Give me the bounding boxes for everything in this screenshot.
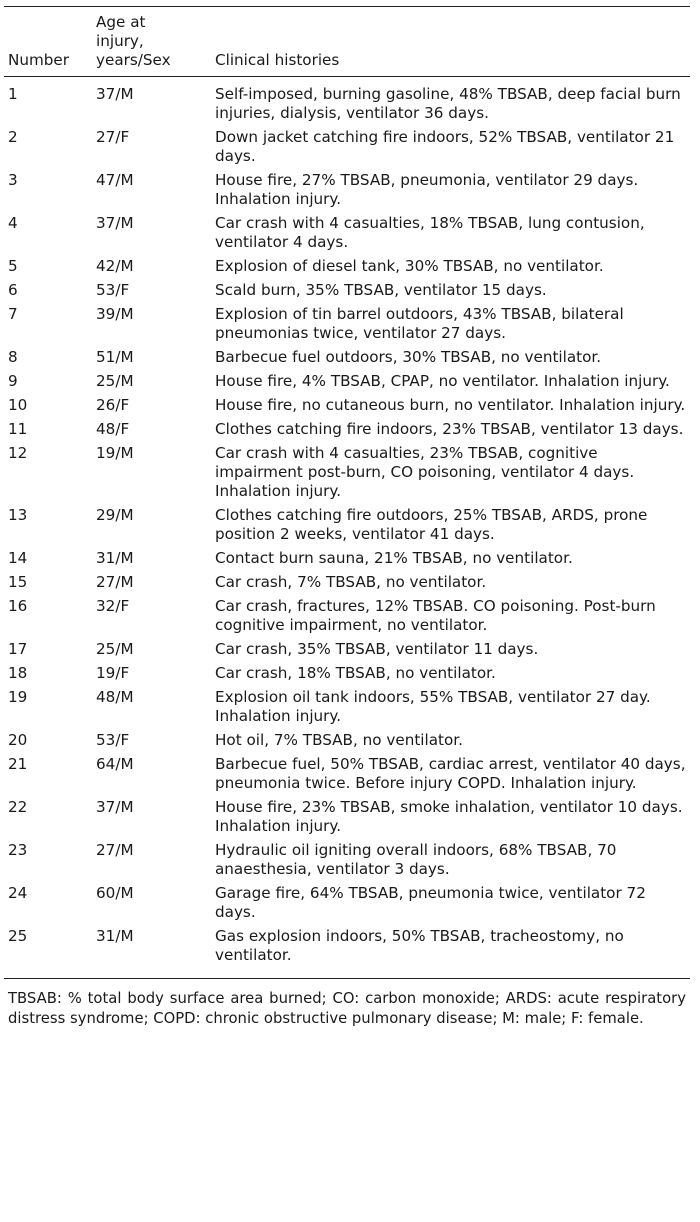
table-row — [4, 506, 690, 544]
cell-number: 23 — [8, 841, 28, 859]
cell-number: 3 — [8, 171, 18, 189]
cell-age-sex: 25/M — [96, 372, 134, 390]
cell-age-sex: 37/M — [96, 85, 134, 103]
table-row — [4, 688, 690, 726]
cell-clinical-history: Car crash, fractures, 12% TBSAB. CO poisoning. Post-burn cognitive impairment, no ventilator. — [215, 597, 656, 634]
table-row — [4, 372, 690, 391]
cell-clinical-history: House fire, no cutaneous burn, no ventilator. Inhalation injury. — [215, 396, 686, 414]
table-header-row — [4, 7, 690, 77]
cell-number: 19 — [8, 688, 28, 706]
table-row — [4, 348, 690, 367]
cell-age-sex: 25/M — [96, 640, 134, 658]
cell-number: 4 — [8, 214, 18, 232]
clinical-histories-table — [4, 0, 690, 1029]
cell-clinical-history: Clothes catching fire indoors, 23% TBSAB, ventilator 13 days. — [215, 420, 684, 438]
header-number: Number — [8, 51, 70, 69]
cell-clinical-history: Barbecue fuel outdoors, 30% TBSAB, no ventilator. — [215, 348, 602, 366]
table-row — [4, 305, 690, 343]
cell-number: 24 — [8, 884, 28, 902]
table-row — [4, 85, 690, 123]
cell-number: 25 — [8, 927, 28, 945]
cell-number: 2 — [8, 128, 18, 146]
cell-clinical-history: Barbecue fuel, 50% TBSAB, cardiac arrest, ventilator 40 days, pneumonia twice. Before injury COPD. Inhalation injury. — [215, 755, 686, 792]
table-row — [4, 128, 690, 166]
cell-clinical-history: Scald burn, 35% TBSAB, ventilator 15 days. — [215, 281, 547, 299]
cell-number: 18 — [8, 664, 28, 682]
cell-number: 21 — [8, 755, 28, 773]
cell-clinical-history: Car crash, 35% TBSAB, ventilator 11 days. — [215, 640, 539, 658]
cell-clinical-history: Car crash, 7% TBSAB, no ventilator. — [215, 573, 487, 591]
cell-clinical-history: Gas explosion indoors, 50% TBSAB, tracheostomy, no ventilator. — [215, 927, 624, 964]
cell-number: 5 — [8, 257, 18, 275]
cell-number: 9 — [8, 372, 18, 390]
cell-age-sex: 19/F — [96, 664, 130, 682]
cell-age-sex: 39/M — [96, 305, 134, 323]
cell-number: 14 — [8, 549, 28, 567]
table-row — [4, 214, 690, 252]
table-row — [4, 798, 690, 836]
cell-age-sex: 29/M — [96, 506, 134, 524]
table-row — [4, 171, 690, 209]
cell-age-sex: 53/F — [96, 281, 130, 299]
cell-clinical-history: Hot oil, 7% TBSAB, no ventilator. — [215, 731, 463, 749]
cell-clinical-history: Explosion of tin barrel outdoors, 43% TBSAB, bilateral pneumonias twice, ventilator 27 days. — [215, 305, 624, 342]
table-row — [4, 444, 690, 501]
cell-age-sex: 60/M — [96, 884, 134, 902]
cell-age-sex: 48/F — [96, 420, 130, 438]
cell-number: 1 — [8, 85, 18, 103]
table-footnote: TBSAB: % total body surface area burned; CO: carbon monoxide; ARDS: acute respiratory distress syndrome; COPD: chronic obstructive pulmonary disease; M: male; F: female. — [8, 990, 686, 1027]
cell-number: 20 — [8, 731, 28, 749]
cell-clinical-history: Garage fire, 64% TBSAB, pneumonia twice, ventilator 72 days. — [215, 884, 646, 921]
table-row — [4, 841, 690, 879]
table-row — [4, 597, 690, 635]
cell-age-sex: 27/F — [96, 128, 130, 146]
table-row — [4, 755, 690, 793]
cell-age-sex: 19/M — [96, 444, 134, 462]
cell-clinical-history: Car crash, 18% TBSAB, no ventilator. — [215, 664, 496, 682]
cell-number: 11 — [8, 420, 28, 438]
cell-age-sex: 32/F — [96, 597, 130, 615]
cell-clinical-history: Hydraulic oil igniting overall indoors, 68% TBSAB, 70 anaesthesia, ventilator 3 days. — [215, 841, 617, 878]
cell-clinical-history: House fire, 4% TBSAB, CPAP, no ventilator. Inhalation injury. — [215, 372, 670, 390]
cell-age-sex: 31/M — [96, 927, 134, 945]
header-age-sex: Age at injury, years/Sex — [96, 13, 171, 69]
cell-age-sex: 47/M — [96, 171, 134, 189]
cell-age-sex: 27/M — [96, 841, 134, 859]
cell-age-sex: 31/M — [96, 549, 134, 567]
table-row — [4, 396, 690, 415]
table-row — [4, 549, 690, 568]
table-row — [4, 731, 690, 750]
table-row — [4, 420, 690, 439]
cell-clinical-history: Contact burn sauna, 21% TBSAB, no ventilator. — [215, 549, 573, 567]
cell-age-sex: 53/F — [96, 731, 130, 749]
cell-age-sex: 26/F — [96, 396, 130, 414]
table-body — [4, 77, 690, 974]
table-row — [4, 281, 690, 300]
table-row — [4, 640, 690, 659]
cell-number: 7 — [8, 305, 18, 323]
cell-number: 6 — [8, 281, 18, 299]
cell-number: 13 — [8, 506, 28, 524]
cell-clinical-history: Car crash with 4 casualties, 18% TBSAB, lung contusion, ventilator 4 days. — [215, 214, 645, 251]
cell-number: 22 — [8, 798, 28, 816]
cell-clinical-history: House fire, 23% TBSAB, smoke inhalation, ventilator 10 days. Inhalation injury. — [215, 798, 683, 835]
table-row — [4, 664, 690, 683]
cell-number: 16 — [8, 597, 28, 615]
cell-clinical-history: Explosion oil tank indoors, 55% TBSAB, ventilator 27 day. Inhalation injury. — [215, 688, 651, 725]
cell-age-sex: 37/M — [96, 214, 134, 232]
cell-clinical-history: Explosion of diesel tank, 30% TBSAB, no ventilator. — [215, 257, 604, 275]
cell-age-sex: 51/M — [96, 348, 134, 366]
header-clinical-histories: Clinical histories — [215, 51, 340, 69]
cell-clinical-history: House fire, 27% TBSAB, pneumonia, ventilator 29 days. Inhalation injury. — [215, 171, 639, 208]
cell-age-sex: 42/M — [96, 257, 134, 275]
cell-age-sex: 37/M — [96, 798, 134, 816]
cell-clinical-history: Clothes catching fire outdoors, 25% TBSAB, ARDS, prone position 2 weeks, ventilator 41 days. — [215, 506, 648, 543]
table-row — [4, 257, 690, 276]
cell-number: 8 — [8, 348, 18, 366]
cell-age-sex: 64/M — [96, 755, 134, 773]
cell-number: 10 — [8, 396, 28, 414]
table-row — [4, 573, 690, 592]
table-row — [4, 927, 690, 965]
cell-number: 15 — [8, 573, 28, 591]
cell-clinical-history: Self-imposed, burning gasoline, 48% TBSAB, deep facial burn injuries, dialysis, ventilator 36 days. — [215, 85, 681, 122]
cell-clinical-history: Car crash with 4 casualties, 23% TBSAB, cognitive impairment post-burn, CO poisoning, ventilator 4 days. Inhalation injury. — [215, 444, 635, 500]
cell-number: 17 — [8, 640, 28, 658]
cell-age-sex: 48/M — [96, 688, 134, 706]
table-row — [4, 884, 690, 922]
cell-number: 12 — [8, 444, 28, 462]
cell-clinical-history: Down jacket catching fire indoors, 52% TBSAB, ventilator 21 days. — [215, 128, 675, 165]
cell-age-sex: 27/M — [96, 573, 134, 591]
